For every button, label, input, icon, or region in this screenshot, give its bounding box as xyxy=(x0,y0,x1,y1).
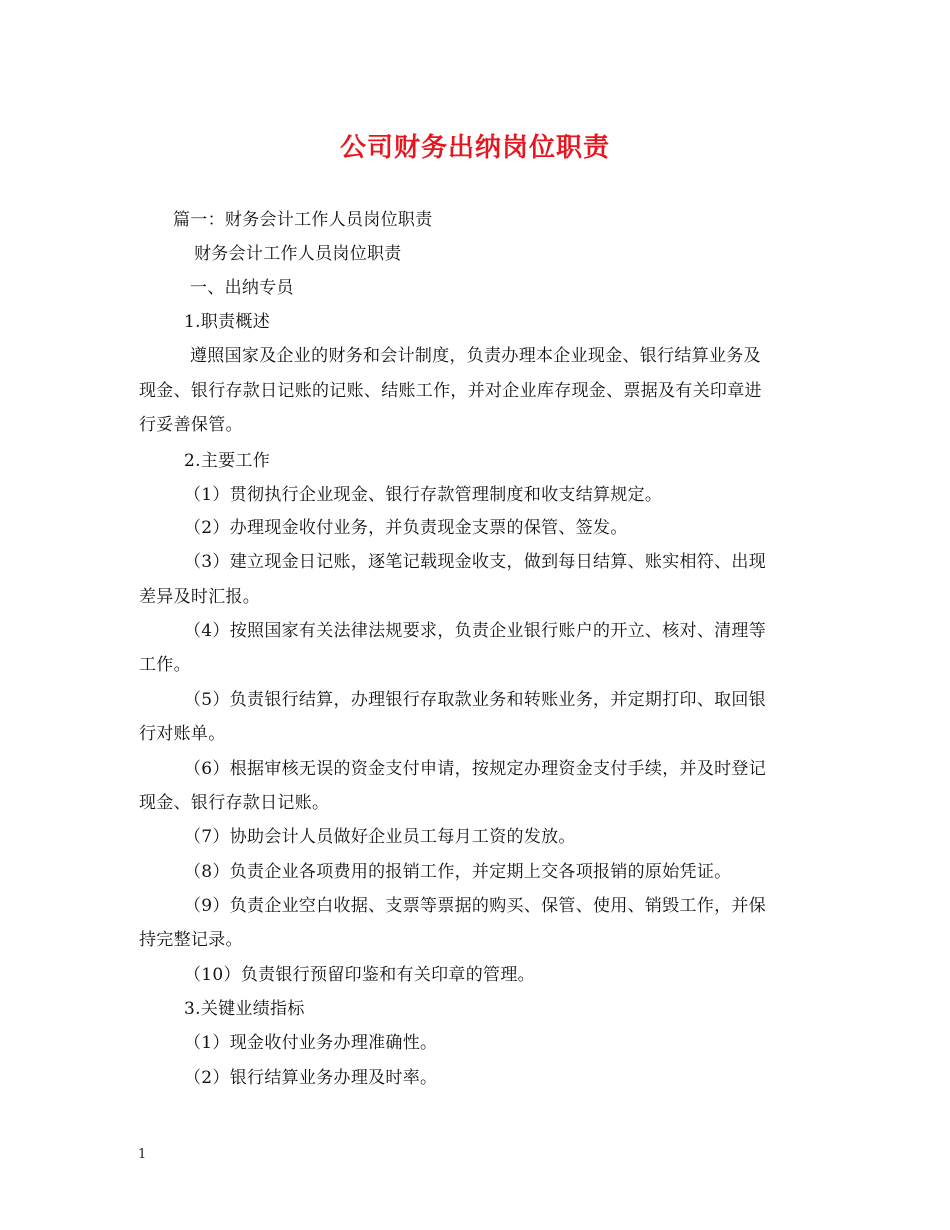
paragraph-line: （7）协助会计人员做好企业员工每月工资的发放。 xyxy=(184,827,576,847)
paragraph-line: （2）银行结算业务办理及时率。 xyxy=(184,1068,438,1088)
subheading-line: 1.职责概述 xyxy=(184,312,271,332)
subheading-line: 2.主要工作 xyxy=(184,451,271,471)
paragraph-line: 现金、银行存款日记账的记账、结账工作，并对企业库存现金、票据及有关印章进 xyxy=(139,381,762,401)
subtitle-line: 财务会计工作人员岗位职责 xyxy=(194,244,402,264)
paragraph-line: （4）按照国家有关法律法规要求，负责企业银行账户的开立、核对、清理等 xyxy=(184,621,767,641)
page-number: 1 xyxy=(138,1147,147,1162)
paragraph-line: 差异及时汇报。 xyxy=(139,587,261,607)
paragraph-line: 行对账单。 xyxy=(139,724,226,744)
paragraph-line: 遵照国家及企业的财务和会计制度，负责办理本企业现金、银行结算业务及 xyxy=(190,346,761,366)
section-heading: 篇一：财务会计工作人员岗位职责 xyxy=(173,210,433,230)
paragraph-line: （1）现金收付业务办理准确性。 xyxy=(184,1033,438,1053)
paragraph-line: （5）负责银行结算，办理银行存取款业务和转账业务，并定期打印、取回银 xyxy=(184,690,767,710)
paragraph-line: （8）负责企业各项费用的报销工作，并定期上交各项报销的原始凭证。 xyxy=(184,862,732,882)
subheading-line: 3.关键业绩指标 xyxy=(184,999,305,1019)
paragraph-line: 工作。 xyxy=(139,655,191,675)
paragraph-line: （2）办理现金收付业务，并负责现金支票的保管、签发。 xyxy=(184,518,628,538)
paragraph-line: 持完整记录。 xyxy=(139,930,243,950)
paragraph-line: （6）根据审核无误的资金支付申请，按规定办理资金支付手续，并及时登记 xyxy=(184,759,767,779)
paragraph-line: （3）建立现金日记账，逐笔记载现金收支，做到每日结算、账实相符、出现 xyxy=(184,552,767,572)
paragraph-line: （1）贯彻执行企业现金、银行存款管理制度和收支结算规定。 xyxy=(184,485,663,505)
paragraph-line: 行妥善保管。 xyxy=(139,415,243,435)
document-title: 公司财务出纳岗位职责 xyxy=(339,133,610,163)
paragraph-line: （10）负责银行预留印鉴和有关印章的管理。 xyxy=(184,965,535,985)
subheading-line: 一、出纳专员 xyxy=(190,278,294,298)
paragraph-line: （9）负责企业空白收据、支票等票据的购买、保管、使用、销毁工作，并保 xyxy=(184,896,767,916)
paragraph-line: 现金、银行存款日记账。 xyxy=(139,793,330,813)
